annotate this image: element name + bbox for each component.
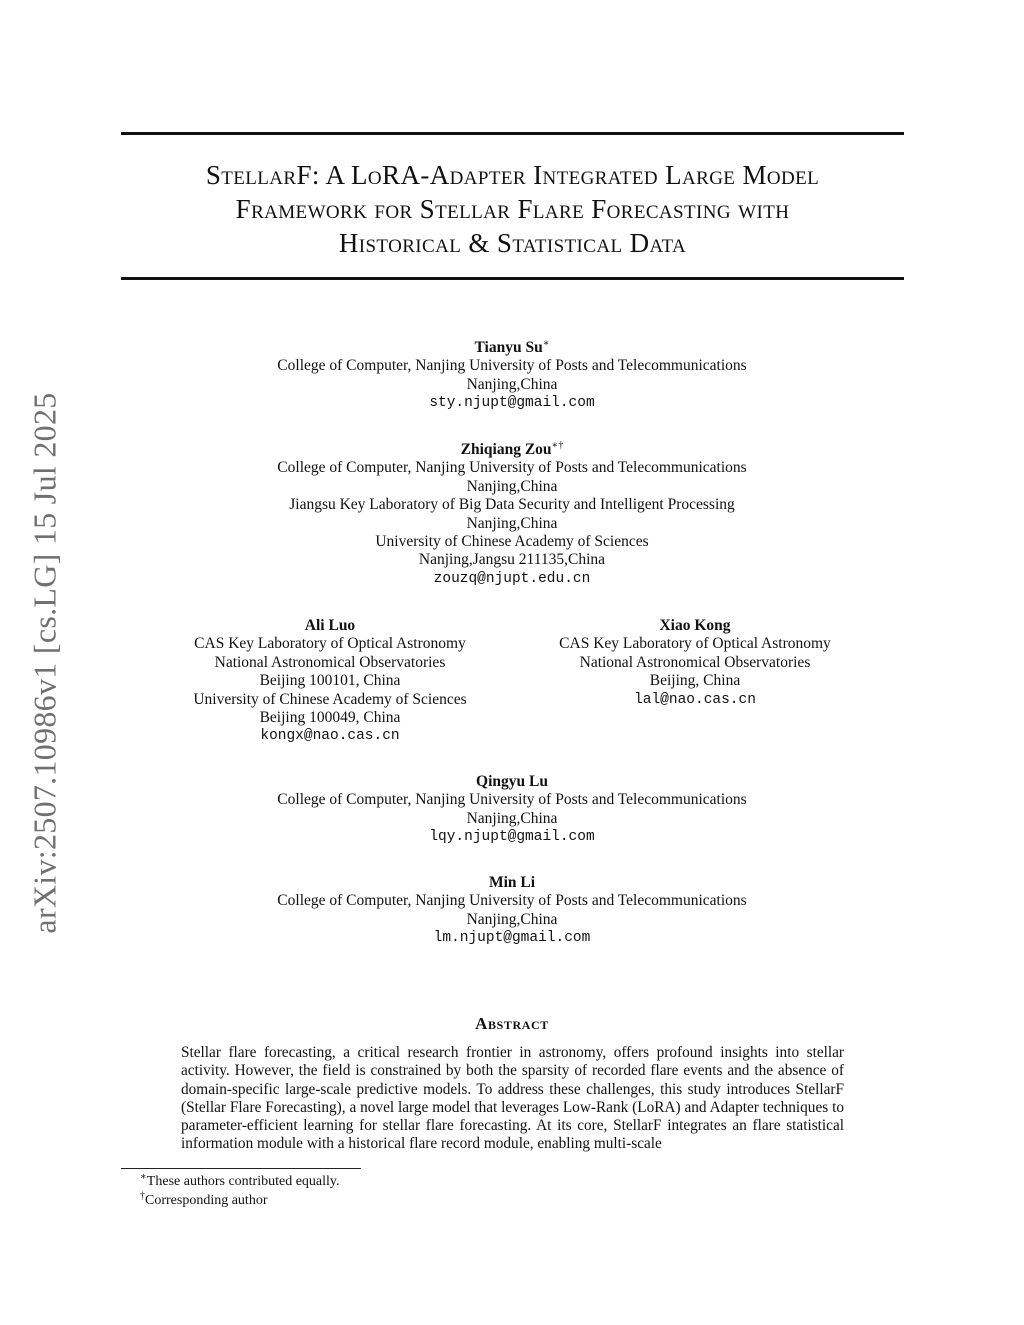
author-name: Tianyu Su [474,339,543,356]
footnote-mark: ∗ [140,1171,147,1183]
author-zhiqiang-zou [162,441,862,588]
author-name: Zhiqiang Zou [460,441,552,458]
author-affiliation: University of Chinese Academy of Sciences [375,533,649,551]
author-xiao-kong [515,617,875,709]
author-mark: ∗ [542,337,550,349]
footnotes [140,1172,340,1210]
author-ali-luo [150,617,510,746]
abstract-text: Stellar flare forecasting, a critical research frontier in astronomy, offers profound insights into stellar activity. However, the field is constrained by both the sparsity of recorded flare events and the absence of domain-specific large-scale predictive models. To address these challenges, this study introduces StellarF (Stellar Flare Forecasting), a novel large model that leverages Low-Rank (LoRA) and Adapter techniques to parameter-efficient learning for stellar flare forecasting. At its core, StellarF integrates an flare statistical information module with a historical flare record module, enabling multi-scale [181,1044,844,1153]
author-affiliation: CAS Key Laboratory of Optical Astronomy [559,635,831,653]
author-affiliation: National Astronomical Observatories [579,653,811,671]
footnote-equal-contribution [140,1172,340,1191]
author-affiliation: College of Computer, Nanjing University of Posts and Telecommunications [277,459,747,477]
title-line-1: StellarF: A LoRA-Adapter Integrated Large Model [205,160,820,190]
author-min-li [162,874,862,948]
author-affiliation: Nanjing,China [466,514,558,532]
footnote-mark: † [140,1190,145,1202]
title-line-3: Historical & Statistical Data [338,228,687,258]
author-name: Min Li [488,874,536,891]
author-affiliation: College of Computer, Nanjing University of Posts and Telecommunications [277,791,747,809]
title-top-rule [121,132,904,135]
author-affiliation: Nanjing,China [466,375,558,393]
author-name: Ali Luo [304,617,356,634]
author-affiliation: Beijing 100049, China [259,709,401,727]
author-email[interactable]: lqy.njupt@gmail.com [429,829,595,846]
author-email[interactable]: lal@nao.cas.cn [634,691,756,708]
arxiv-identifier: arXiv:2507.10986v1 [cs.LG] 15 Jul 2025 [26,392,63,934]
author-name: Xiao Kong [659,617,731,634]
footnote-corresponding-author [140,1191,340,1210]
author-email[interactable]: lm.njupt@gmail.com [433,930,591,947]
author-name: Qingyu Lu [476,773,548,790]
author-qingyu-lu [162,773,862,847]
footnote-rule [121,1168,361,1169]
author-affiliation: Nanjing,China [466,809,558,827]
author-affiliation: CAS Key Laboratory of Optical Astronomy [194,635,466,653]
author-mark: ∗† [551,439,564,451]
author-affiliation: University of Chinese Academy of Sciences [193,690,467,708]
author-email[interactable]: zouzq@njupt.edu.cn [433,570,591,587]
title-bottom-rule [121,277,904,280]
paper-title [121,158,904,260]
author-affiliation: College of Computer, Nanjing University of Posts and Telecommunications [277,892,747,910]
author-affiliation: Nanjing,China [466,910,558,928]
author-affiliation: Beijing, China [649,672,741,690]
footnote-text: Corresponding author [145,1193,268,1208]
author-affiliation: College of Computer, Nanjing University of Posts and Telecommunications [277,357,747,375]
author-email[interactable]: kongx@nao.cas.cn [260,728,400,745]
author-tianyu-su [162,339,862,413]
title-line-2: Framework for Stellar Flare Forecasting with [235,194,790,224]
author-affiliation: Nanjing,Jangsu 211135,China [418,551,606,569]
author-affiliation: National Astronomical Observatories [214,653,446,671]
abstract-heading: Abstract [475,1014,549,1033]
author-affiliation: Jiangsu Key Laboratory of Big Data Security and Intelligent Processing [289,496,735,514]
author-affiliation: Beijing 100101, China [259,672,401,690]
author-email[interactable]: sty.njupt@gmail.com [429,395,595,412]
author-affiliation: Nanjing,China [466,477,558,495]
footnote-text: These authors contributed equally. [146,1174,340,1189]
